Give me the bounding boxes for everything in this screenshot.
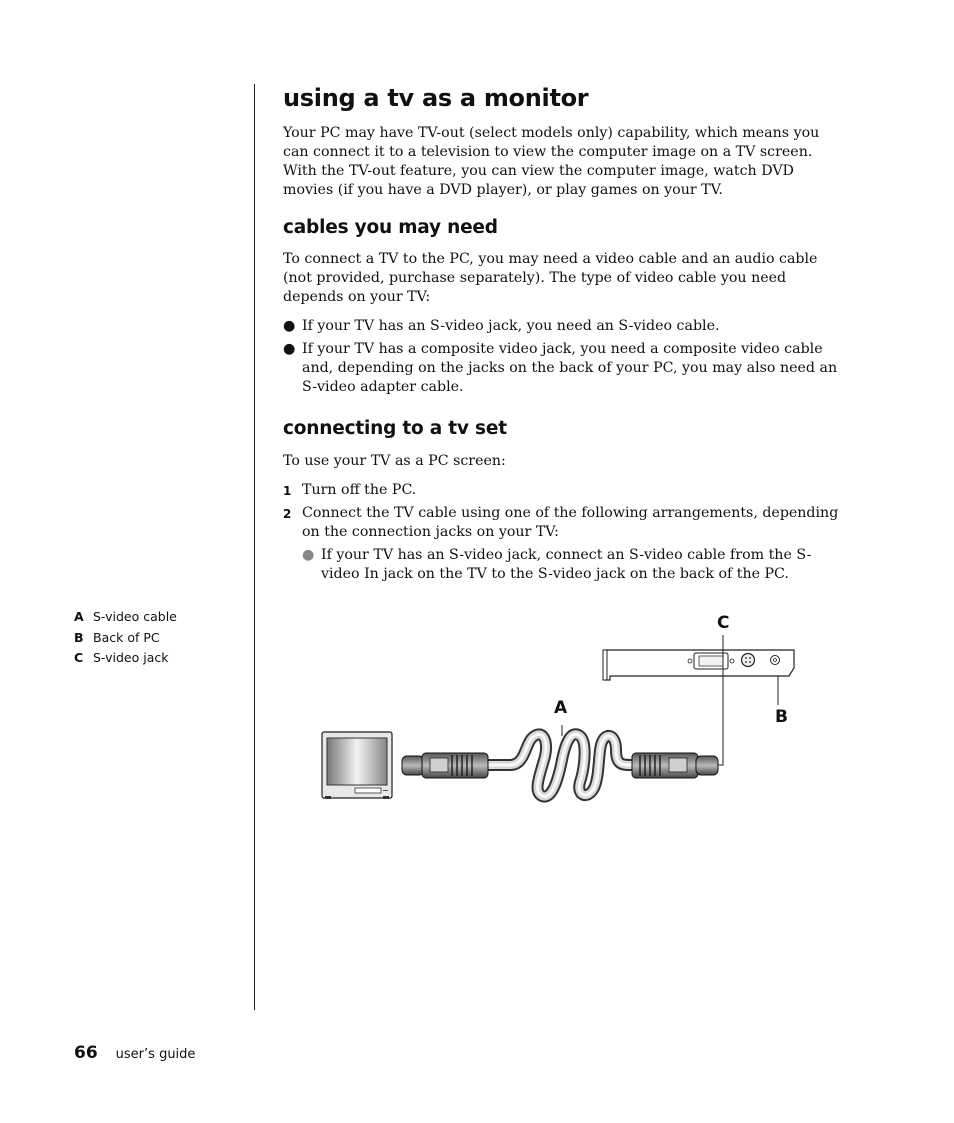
legend-item: C S-video jack [74,650,169,665]
margin-rule [254,84,255,1010]
intro-paragraph: Your PC may have TV-out (select models only) capability, which means you can connect it to a television to view the computer image on a TV screen. With the TV-out feature, you can view the computer image, watch DVD movies (if you have a DVD player), or play games on your TV. [283,125,820,198]
callout-a-label: A [554,698,568,718]
tv-connection-diagram [310,610,810,810]
page-footer [74,1043,195,1063]
bullet-dot-icon: ● [283,318,296,334]
right-plug-icon [632,753,718,778]
left-plug-icon [402,753,488,778]
legend-item: B Back of PC [74,629,160,645]
cables-heading: cables you may need [283,217,498,238]
callout-c-label: C [717,613,730,633]
s-video-cable-icon [488,734,654,796]
connecting-lead: To use your TV as a PC screen: [283,453,506,469]
pc-bracket-icon [603,650,794,680]
bullet-dot-icon: ● [302,547,315,563]
callout-b-label: B [775,707,788,727]
page-number: 66 [74,1043,98,1063]
figure-legend [74,607,177,669]
step-number: 2 [283,507,292,521]
tv-icon [322,732,392,799]
cables-paragraph: To connect a TV to the PC, you may need a video cable and an audio cable (not provided, purchase separately). The type of video cable you need depends on your TV: [283,251,818,305]
page-title: using a tv as a monitor [283,84,589,112]
connecting-heading: connecting to a tv set [283,418,507,439]
guide-label: user’s guide [115,1047,196,1062]
step-number: 1 [283,484,292,498]
legend-item: A S-video cable [74,609,177,624]
bullet-dot-icon: ● [283,341,296,357]
